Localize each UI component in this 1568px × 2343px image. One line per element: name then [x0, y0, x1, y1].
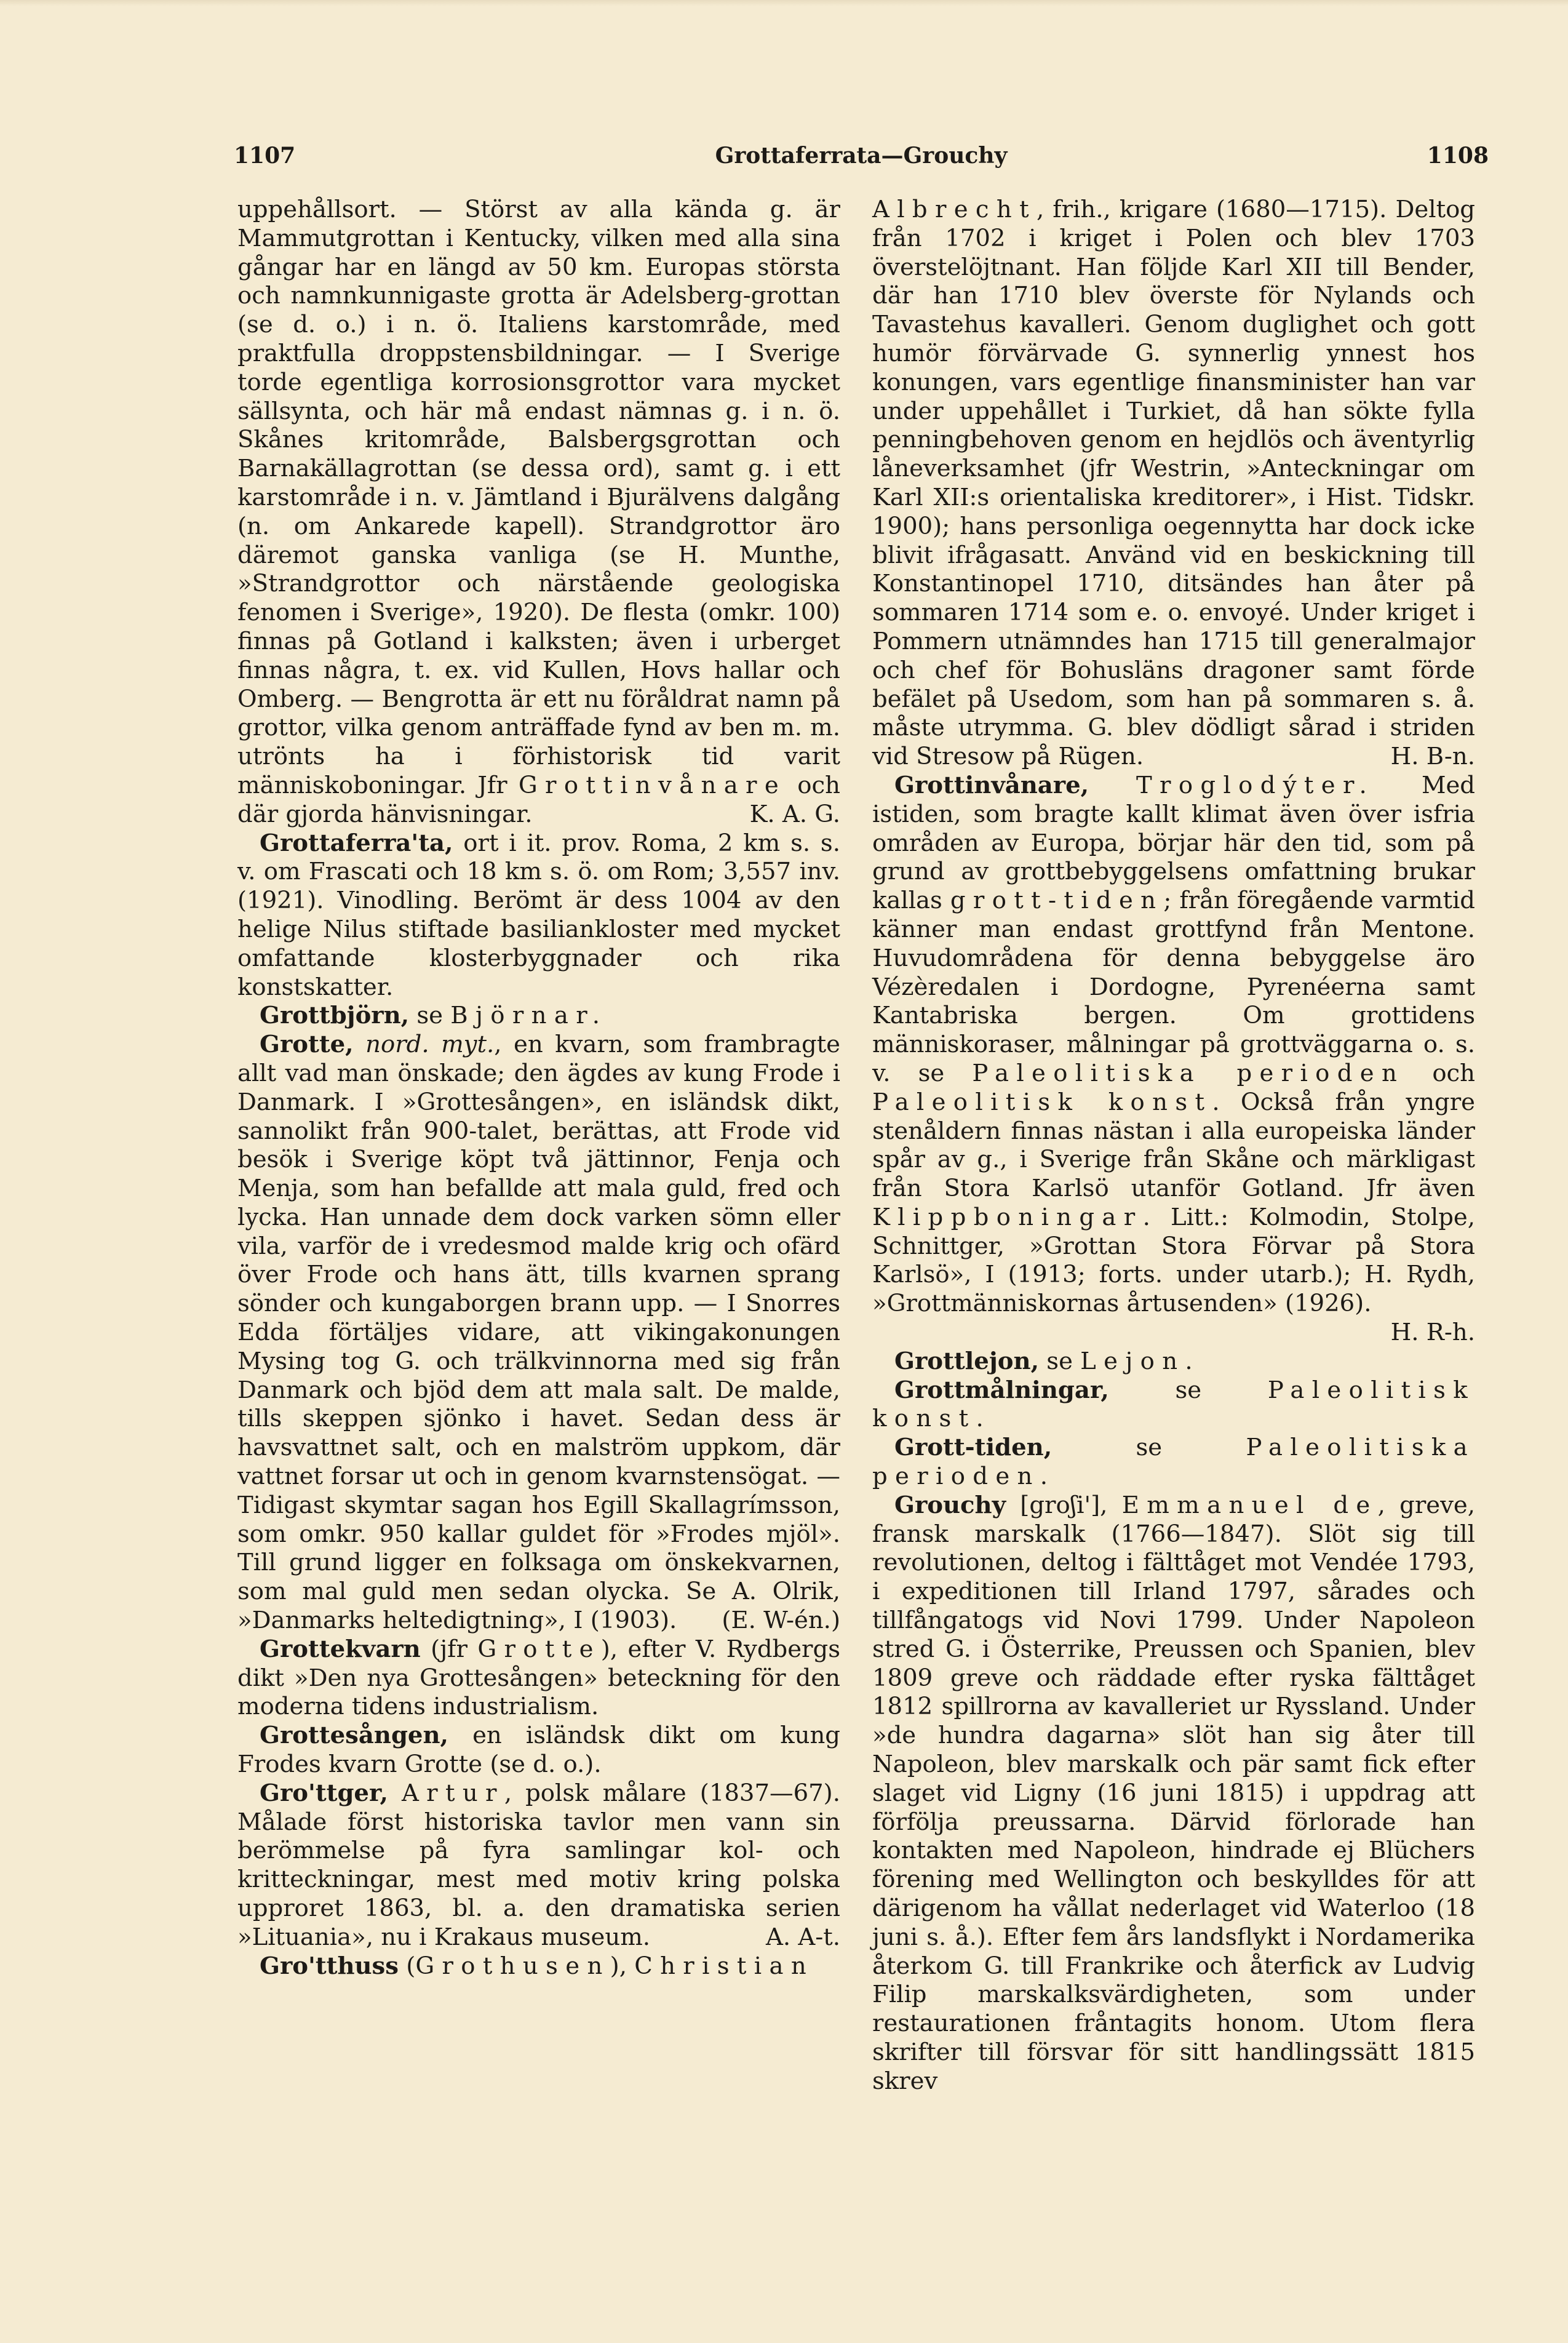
spaced-reference: Björnar. [450, 1002, 608, 1030]
spaced-reference: Albrecht [872, 196, 1037, 223]
entry-text: (jfr [420, 1635, 478, 1663]
dictionary-entry [237, 1952, 840, 1981]
entry-text: [groʃi'], [1006, 1491, 1122, 1519]
spaced-reference: Christian [634, 1952, 814, 1980]
dictionary-entry [872, 1434, 1475, 1491]
spaced-reference: Paleolitiska perioden [972, 1059, 1405, 1087]
entry-text: , en kvarn, som frambragte allt vad man önskade; den ägdes av kung Frode i Danmark. I »Grottesången», en isländsk dikt, sannolikt från 900-talet, berättas, att Frode vid besök i Sverige köpt två jättinnor, Fenja och Menja, som han befallde att mala guld, fred och lycka. Han unnade dem dock varken sömn eller vila, varför de i vredesmod malde krig och ofärd över Frode och hans ätt, tills kvarnen sprang sönder och kungaborgen brann upp. — I Snorres Edda förtäljes vidare, att vikingakonungen Mysing tog G. och trälkvinnorna med sig från Danmark och bjöd dem att mala salt. De malde, tills skeppen sjönko i havet. Sedan dess är havsvattnet salt, och en malström uppkom, där vattnet forsar ut och in genom kvarnstensögat. — Tidigast skymtar sagan hos Egill Skallagrímsson, som omkr. 950 kallar guldet för »Frodes mjöl». Till grund ligger en folksaga om önskekvarnen, som mal guld men sedan olycka. Se A. Olrik, »Danmarks heltedigtning», I (1903). [237, 1031, 840, 1635]
italic-abbreviation: nord. myt. [365, 1031, 495, 1059]
entry-headword: Grottaferra'ta, [260, 829, 453, 857]
running-title: Grottaferrata—Grouchy [715, 143, 1008, 169]
spaced-reference: Artur [401, 1779, 504, 1807]
dictionary-entry [872, 1491, 1475, 2096]
entry-text: Med istiden, som bragte kallt klimat även över isfria områden av Europa, börjar här den tid, som på grund av grottbebyggelsens omfattning brukar kallas [872, 771, 1475, 915]
page-number-left: 1107 [234, 143, 296, 169]
entry-text: se [1052, 1434, 1246, 1462]
spaced-reference: Emmanuel de [1121, 1491, 1378, 1519]
spaced-reference: Grottinvånare [518, 771, 787, 799]
entry-text [354, 1031, 366, 1058]
entry-text: ), efter V. Rydbergs dikt »Den nya Grottesången» beteckning för den moderna tidens industrialism. [237, 1635, 840, 1721]
dictionary-entry [872, 1347, 1475, 1376]
dictionary-entry [237, 829, 840, 1002]
author-signature: K. A. G. [749, 800, 840, 828]
entry-text: , frih., krigare (1680—1715). Deltog från 1702 i kriget i Polen och blev 1703 överstelöjtnant. Han följde Karl XII till Bender, där han 1710 blev överste för Nylands och Tavastehus kavalleri. Genom duglighet och gott humör förvärvade G. synnerlig ynnest hos konungen, vars egentlige finansminister han var under uppehållet i Turkiet, då han sökte fylla penningbehoven genom en hejdlös och äventyrlig låneverksamhet (jfr Westrin, »Anteckningar om Karl XII:s orientaliska kreditorer», i Hist. Tidskr. 1900); hans personliga oegennytta har dock icke blivit ifrågasatt. Använd vid en beskickning till Konstantinopel 1710, ditsändes han åter på sommaren 1714 som e. o. envoyé. Under kriget i Pommern utnämndes han 1715 till generalmajor och chef för Bohusläns dragoner samt förde befälet på Usedom, som han på sommaren s. å. måste utrymma. G. blev dödligt sårad i striden vid Stresow på Rügen. [872, 196, 1475, 771]
entry-continuation [237, 196, 840, 829]
dictionary-entry [872, 1376, 1475, 1434]
dictionary-entry [237, 1002, 840, 1031]
dictionary-entry [237, 1779, 840, 1952]
entry-text: se [409, 1002, 451, 1030]
spaced-reference: Grothusen [415, 1952, 610, 1980]
spaced-reference: grott-tiden [950, 887, 1164, 915]
author-signature: H. B-n. [1390, 743, 1475, 771]
entry-headword: Grottesången, [260, 1722, 448, 1750]
dictionary-entry [237, 1722, 840, 1779]
entry-headword: Grouchy [894, 1491, 1006, 1519]
entry-text: se [1108, 1376, 1268, 1404]
spaced-reference: Lejon. [1080, 1347, 1201, 1375]
entry-text: ort i it. prov. Roma, 2 km s. s. v. om Frascati och 18 km s. ö. om Rom; 3,557 inv. (1921). Vinodling. Berömt är dess 1004 av den helige Nilus stiftade basiliankloster med mycket omfattande klosterbyggnader och rika konstskatter. [237, 829, 840, 1001]
dictionary-entry [237, 1635, 840, 1722]
entry-headword: Grott-tiden, [894, 1434, 1053, 1462]
entry-headword: Grottbjörn, [260, 1002, 410, 1030]
author-signature: A. A-t. [765, 1923, 840, 1951]
author-signature: (E. W-én.) [722, 1607, 840, 1635]
entry-headword: Grottmålningar, [894, 1376, 1109, 1404]
entry-text: . Också från yngre stenåldern finnas nästan i alla europeiska länder spår av g., i Sverige från Skåne och märkligast från Stora Karlsö utanför Gotland. Jfr även [872, 1088, 1475, 1203]
spaced-reference: Paleolitisk konst [872, 1088, 1212, 1116]
entry-text [1089, 772, 1136, 799]
entry-text: och där gjorda hänvisningar. [237, 771, 840, 828]
entry-headword: Grottlejon, [894, 1347, 1040, 1375]
spaced-reference: Troglodýter. [1136, 771, 1375, 799]
entry-text [388, 1779, 402, 1807]
spaced-reference: Grotte [477, 1635, 601, 1663]
left-column [237, 196, 840, 1981]
entry-text: ; från föregående varmtid känner man endast grottfynd från Mentone. Huvudområdena för denna bebyggelse äro Vézèredalen i Dordogne, Pyrenéerna samt Kantabriska bergen. Om grottidens människoraser, målningar på grottväggarna o. s. v. se [872, 887, 1475, 1087]
entry-text: ( [399, 1952, 416, 1980]
entry-headword: Gro'ttger, [260, 1779, 388, 1807]
right-column [872, 196, 1475, 2096]
entry-text: se [1039, 1347, 1081, 1375]
author-signature: H. R-h. [1390, 1319, 1475, 1347]
entry-text: , polsk målare (1837—67). Målade först historiska tavlor men vann sin berömmelse på fyra samlingar kol- och kritteckningar, mest med motiv kring polska upproret 1863, bl. a. den dramatiska serien »Lituania», nu i Krakaus museum. [237, 1779, 840, 1951]
dictionary-entry [237, 1031, 840, 1635]
entry-text: uppehållsort. — Störst av alla kända g. är Mammutgrottan i Kentucky, vilken med alla sina gångar har en längd av 50 km. Europas största och namnkunnigaste grotta är Adelsberg-grottan (se d. o.) i n. ö. Italiens karstområde, med praktfulla droppstensbildningar. — I Sverige torde egentliga korrosionsgrottor vara mycket sällsynta, och här må endast nämnas g. i n. ö. Skånes kritområde, Balsbergsgrottan och Barnakällagrottan (se dessa ord), samt g. i ett karstområde i n. v. Jämtland i Bjurälvens dalgång (n. om Ankarede kapell). Strandgrottor äro däremot ganska vanliga (se H. Munthe, »Strandgrottor och närstående geologiska fenomen i Sverige», 1920). De flesta (omkr. 100) finnas på Gotland i kalksten; även i urberget finnas några, t. ex. vid Kullen, Hovs hallar och Omberg. — Bengrotta är ett nu föråldrat namn på grottor, vilka genom anträffade fynd av ben m. m. utrönts ha i förhistorisk tid varit människoboningar. Jfr [237, 196, 840, 799]
spaced-reference: Paleolitisk konst. [872, 1376, 1475, 1433]
entry-text: och [1404, 1059, 1475, 1087]
entry-continuation [872, 196, 1475, 772]
entry-text: ), [610, 1952, 635, 1980]
entry-text: , greve, fransk marskalk (1766—1847). Slöt sig till revolutionen, deltog i fälttåget mot Vendée 1793, i expeditionen till Irland 1797, sårades och tillfångatogs vid Novi 1799. Under Napoleon stred G. i Österrike, Preussen och Spanien, blev 1809 greve och räddade efter ryska fälttåget 1812 spillrorna av kavalleriet ur Ryssland. Under »de hundra dagarna» slöt han sig åter till Napoleon, blev marskalk och pär samt fick efter slaget vid Ligny (16 juni 1815) i uppdrag att förfölja preussarna. Därvid förlorade han kontakten med Napoleon, hindrade ej Blüchers förening med Wellington och beskylldes för att därigenom ha vållat nederlaget vid Waterloo (18 juni s. å.). Efter fem års landsflykt i Nordamerika återkom G. till Frankrike och återfick av Ludvig Filip marskalksvärdigheten, som under restaurationen fråntagits honom. Utom flera skrifter till försvar för sitt handlingssätt 1815 skrev [872, 1491, 1475, 2095]
entry-text: en isländsk dikt om kung Frodes kvarn Grotte (se d. o.). [237, 1722, 840, 1779]
page-edge [0, 0, 1568, 6]
entry-text: . Litt.: Kolmodin, Stolpe, Schnittger, »Grottan Stora Förvar på Stora Karlsö», I (1913; forts. under utarb.); H. Rydh, »Grottmänniskornas årtusenden» (1926). [872, 1203, 1475, 1318]
entry-headword: Grotte, [260, 1031, 354, 1059]
page-number-right: 1108 [1427, 143, 1489, 169]
entry-headword: Grottinvånare, [894, 771, 1089, 799]
spaced-reference: Klippboningar [872, 1203, 1143, 1231]
dictionary-entry [872, 772, 1475, 1347]
entry-headword: Gro'tthuss [260, 1952, 399, 1980]
running-header [234, 143, 1489, 180]
entry-headword: Grottekvarn [260, 1635, 421, 1663]
spaced-reference: Paleolitiska perioden. [872, 1434, 1475, 1491]
